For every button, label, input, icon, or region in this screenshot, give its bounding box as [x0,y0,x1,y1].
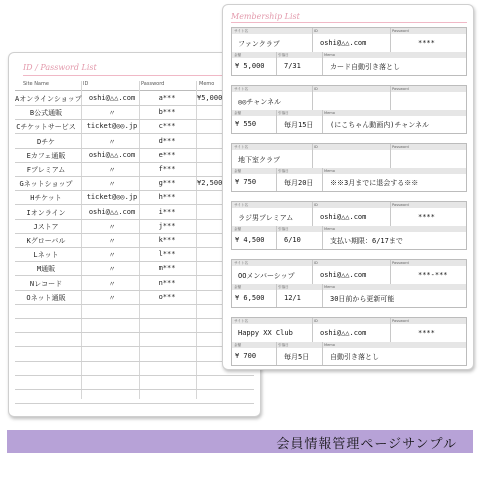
table-row [15,148,254,163]
cell-divider [322,284,323,307]
password-cell: o*** [158,292,176,301]
site-name-cell: Jストア [33,222,59,231]
id-value: oshi@△△.com [320,39,367,47]
site-value: ラジ男プレミアム [238,214,294,222]
column-header-password: Password [141,81,165,87]
site-label: サイト名 [234,319,249,323]
cell-divider [322,168,323,191]
cell-divider [312,202,313,226]
memo-label: Memo [324,111,336,115]
date-value: 12/1 [284,294,301,302]
password-cell: h*** [158,193,176,202]
id-label: ID [314,87,318,91]
empty-table-row [15,389,254,404]
label-row [232,28,466,34]
banner-text: 会員情報管理ページサンプル [276,437,457,452]
site-value: 地下室クラブ [238,156,280,164]
id-cell: 〃 [108,137,116,146]
id-cell: 〃 [108,265,116,274]
password-cell: a*** [158,94,176,102]
id-cell: 〃 [108,222,116,231]
fee-label: 金額 [234,343,242,347]
memo-label: Memo [324,169,336,173]
cell-divider [322,226,323,249]
column-header-site: Site Name [23,81,49,87]
site-name-cell: Cチケットサービス [16,123,76,132]
password-cell: c*** [158,122,176,131]
id-value: oshi@△△.com [320,271,367,279]
date-label: 引落日 [278,343,289,347]
cell-divider [322,342,323,365]
label-row [232,202,466,208]
fee-value: ¥ 4,500 [235,236,265,244]
table-row [15,162,254,177]
table-row [15,261,254,276]
date-label: 引落日 [278,227,289,231]
empty-table-row [15,304,254,319]
column-header-memo: Memo [199,81,215,87]
cell-divider [322,110,323,133]
id-cell: oshi@△△.com [88,207,136,216]
label-row [232,318,466,324]
cell-divider [312,260,313,284]
membership-card [231,259,467,308]
memo-value: 支払い期限：6/17まで [330,237,403,245]
fee-label: 金額 [234,111,242,115]
membership-card [231,85,467,134]
id-cell: oshi@△△.com [88,150,136,159]
password-cell: i*** [158,207,176,216]
cell-divider [276,110,277,133]
id-cell: 〃 [108,293,116,302]
site-value: OOメンバーシップ [238,272,295,280]
memo-value: カード自動引き落とし [330,63,400,71]
table-row [15,134,254,149]
cell-divider [390,86,391,110]
sheet-title: Membership List [231,12,300,21]
password-value: **** [418,213,435,221]
site-name-cell: Iオンライン [26,208,66,217]
date-value: 6/10 [284,236,301,244]
site-name-cell: Kグローバル [26,237,66,245]
site-name-cell: Nレコード [29,279,63,288]
cell-divider [276,226,277,249]
memo-value: 自動引き落とし [330,353,379,361]
site-name-cell: Gネットショップ [19,180,73,189]
id-cell: ticket@◎◎.jp [86,193,138,202]
id-cell: ticket@◎◎.jp [86,122,138,131]
fee-value: ¥ 750 [235,178,257,186]
password-label: Password [392,319,409,323]
password-label: Password [392,145,409,149]
date-label: 引落日 [278,53,289,57]
site-name-cell: Hチケット [30,194,62,203]
password-cell: f*** [158,165,176,173]
password-cell: b*** [158,108,176,117]
date-value: 毎月5日 [284,353,310,361]
site-label: サイト名 [234,145,249,149]
date-value: 毎月20日 [284,179,314,187]
table-row [15,205,254,220]
cell-divider [312,28,313,52]
id-label: ID [314,319,318,323]
title-underline [23,75,253,76]
site-name-cell: M通販 [36,265,56,274]
membership-list-sheet [222,4,474,370]
fee-label: 金額 [234,53,242,57]
cell-divider [312,144,313,168]
memo-value: (にこちゃん動画内)チャンネル [330,121,430,129]
site-value: ファンクラブ [238,40,280,48]
fee-label: 金額 [234,169,242,173]
table-row [15,190,254,205]
table-row [15,105,254,120]
table-row [15,233,254,248]
label-row [232,86,466,92]
empty-table-row [15,332,254,347]
table-row [15,176,257,191]
label-row [232,168,466,174]
label-row [232,342,466,348]
password-value: ***-*** [418,271,448,279]
site-value: Happy XX Club [238,329,293,337]
cell-divider [390,202,391,226]
password-cell: d*** [158,136,176,145]
password-cell: m*** [158,264,176,273]
fee-value: ¥ 5,000 [235,62,265,70]
site-name-cell: B公式通販 [29,109,63,118]
cell-divider [390,260,391,284]
password-label: Password [392,29,409,33]
password-value: **** [418,39,435,47]
site-name-cell: Oネット通販 [26,293,66,302]
password-label: Password [392,87,409,91]
id-cell: 〃 [108,180,116,189]
table-row [15,276,254,291]
site-label: サイト名 [234,203,249,207]
label-row [232,144,466,150]
memo-label: Memo [324,227,336,231]
empty-table-row [15,361,254,376]
id-label: ID [314,203,318,207]
label-row [232,52,466,58]
title-underline [231,22,467,23]
id-label: ID [314,261,318,265]
password-cell: l*** [158,250,176,259]
id-cell: oshi@△△.com [88,94,136,102]
cell-divider [390,28,391,52]
membership-card [231,27,467,76]
memo-value: 30日前から更新可能 [330,295,395,303]
site-value: ◎◎チャンネル [238,98,282,106]
column-header-id: ID [83,81,89,87]
memo-label: Memo [324,285,336,289]
cell-divider [322,52,323,75]
table-row [15,290,254,305]
fee-label: 金額 [234,285,242,289]
id-cell: 〃 [108,251,116,260]
empty-table-row [15,347,257,362]
cell-divider [390,318,391,342]
empty-table-row [15,375,254,390]
empty-table-row [15,318,254,333]
memo-cell: ¥2,500 [197,179,223,188]
site-label: サイト名 [234,29,249,33]
password-label: Password [392,261,409,265]
date-label: 引落日 [278,285,289,289]
password-value: **** [418,329,435,337]
date-value: 毎月15日 [284,121,314,129]
table-row [15,119,257,134]
site-name-cell: Aオンラインショップ [15,95,82,103]
id-cell: 〃 [108,109,116,118]
fee-value: ¥ 550 [235,120,257,128]
id-cell: 〃 [108,166,116,174]
membership-card [231,317,467,366]
site-name-cell: Lネット [33,251,59,260]
password-label: Password [392,203,409,207]
cell-divider [276,342,277,365]
cell-divider [276,52,277,75]
site-name-cell: Fプレミアム [26,166,66,174]
fee-value: ¥ 700 [235,352,257,360]
page-banner [7,430,473,453]
fee-label: 金額 [234,227,242,231]
id-cell: 〃 [108,237,116,245]
id-value: oshi@△△.com [320,213,367,221]
membership-card [231,143,467,192]
table-row [15,91,254,106]
site-label: サイト名 [234,261,249,265]
cell-divider [390,144,391,168]
id-value: oshi@△△.com [320,329,367,337]
password-cell: g*** [158,179,176,188]
memo-cell: ¥5,000 [197,94,223,102]
cell-divider [276,168,277,191]
fee-value: ¥ 6,500 [235,294,265,302]
password-cell: j*** [158,221,176,230]
label-row [232,284,466,290]
sheet-title: ID / Password List [23,63,97,72]
table-row [15,247,254,262]
cell-divider [276,284,277,307]
memo-label: Memo [324,53,336,57]
password-cell: n*** [158,278,176,287]
label-row [232,226,466,232]
cell-divider [312,318,313,342]
table-row [15,219,254,234]
id-cell: 〃 [108,279,116,288]
id-label: ID [314,145,318,149]
table-header [15,81,254,91]
memo-value: ※※3月までに退会する※※ [330,179,419,187]
password-cell: e*** [158,150,176,159]
membership-card [231,201,467,250]
label-row [232,110,466,116]
memo-label: Memo [324,343,336,347]
cell-divider [312,86,313,110]
site-label: サイト名 [234,87,249,91]
site-name-cell: Dチケ [37,137,55,146]
password-cell: k*** [158,236,176,244]
date-label: 引落日 [278,111,289,115]
label-row [232,260,466,266]
date-value: 7/31 [284,62,301,70]
id-label: ID [314,29,318,33]
site-name-cell: Eカフェ通販 [26,151,66,160]
date-label: 引落日 [278,169,289,173]
